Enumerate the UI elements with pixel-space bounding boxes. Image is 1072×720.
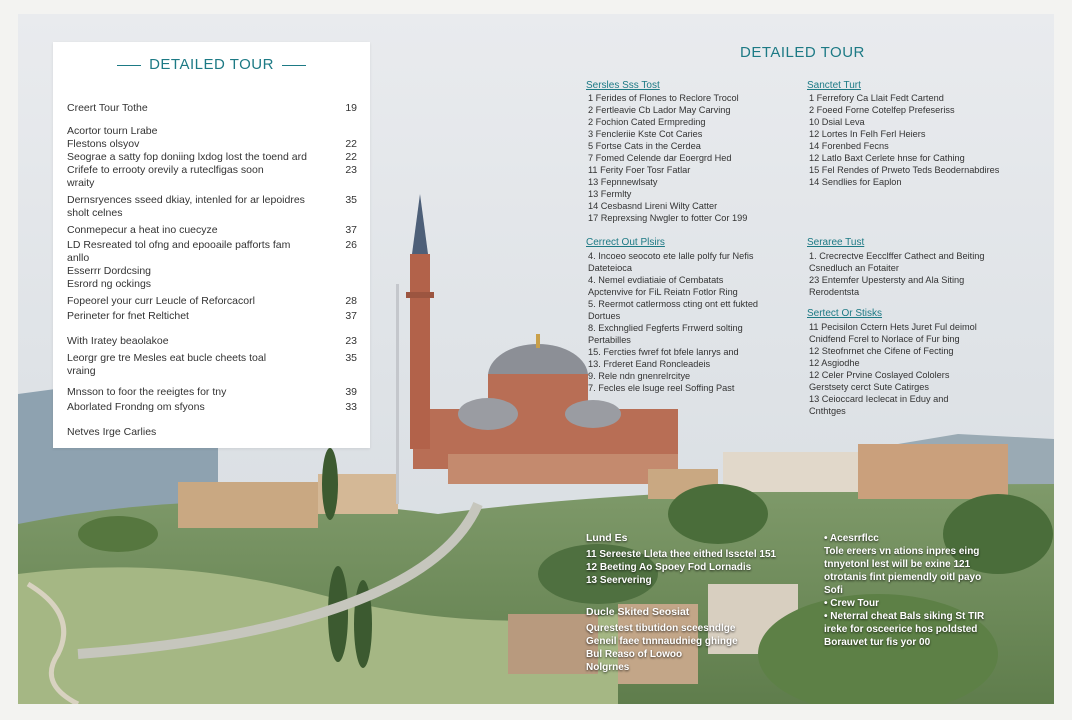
tree-cluster	[668, 484, 768, 544]
list-item: 12 Lortes In Felh Ferl Heiers	[809, 129, 926, 139]
toc-entry	[67, 164, 357, 190]
toc-entry	[67, 239, 357, 291]
toc-entry-text: Fopeorel your curr Leucle of Reforcacorl	[67, 295, 255, 307]
toc-entry-text: With Iratey beaolakoe	[67, 335, 169, 347]
list-item: 12 Celer Prvine Coslayed Cololers Gerstsety cerct Sute Catirges	[809, 370, 950, 392]
bottom-list	[586, 548, 816, 587]
cypress-tree	[322, 448, 338, 520]
section-list	[809, 250, 1049, 298]
toc-entry-page: 23	[345, 164, 357, 176]
minaret	[410, 254, 430, 449]
toc-entry-page: 22	[345, 138, 357, 150]
title-rule-right	[282, 65, 306, 66]
semi-dome-right	[565, 400, 621, 428]
building-left	[178, 482, 318, 528]
list-item: 23 Entemfer Upestersty and Ala Siting Rerodentsta	[809, 275, 965, 297]
toc-entry	[67, 125, 357, 138]
list-item: 8. Exchnglied Fegferts Frrwerd solting Pertabilles	[588, 323, 743, 345]
toc-entry	[67, 401, 357, 414]
toc-entry-page: 33	[345, 401, 357, 413]
list-item: 14 Cesbasnd Lireni Wilty Catter	[588, 201, 718, 211]
section-list	[809, 321, 1049, 417]
list-item: 12 Beeting Ao Spoey Fod Lornadis	[586, 562, 752, 573]
list-item: 4. Nemel evdiatiaie of Cembatats Apctenvive for FiL Reiatn Fotlor Ring	[588, 275, 738, 297]
toc-entry-text: Flestons olsyov	[67, 138, 140, 150]
toc-entry-text: Leorgr gre tre Mesles eat bucle cheets toal vraing	[67, 352, 267, 377]
list-item: 13 Fermlty	[588, 189, 632, 199]
toc-entry	[67, 151, 357, 164]
list-item: Nolgrnes	[586, 662, 630, 673]
toc-title	[53, 56, 370, 73]
toc-entry-text: Conmepecur a heat ino cuecyze	[67, 224, 218, 236]
list-item: 7. Fecles ele lsuge reel Soffing Past	[588, 383, 735, 393]
toc-entry	[67, 386, 357, 399]
list-item: 14 Sendlies for Eaplon	[809, 177, 902, 187]
list-item: 14 Forenbed Fecns	[809, 141, 889, 151]
list-item: 7 Fomed Celende dar Eoergrd Hed	[588, 153, 732, 163]
dome-finial	[536, 334, 540, 348]
toc-entry-text: LD Resreated tol ofng and epooaile pafforts fam anllo Esserrr Dordcsing Esrord ng ockings	[67, 239, 291, 290]
list-item: 12 Steofnrnet che Cifene of Fecting	[809, 346, 954, 356]
tree-cluster-left	[78, 516, 158, 552]
list-item: 11 Ferity Foer Tosr Fatlar	[588, 165, 691, 175]
list-item: 1 Ferides of Flones to Reclore Trocol	[588, 93, 739, 103]
semi-dome-left	[458, 398, 518, 430]
list-item: 12 Latlo Baxt Cerlete hnse for Cathing	[809, 153, 965, 163]
building-right-2	[858, 444, 1008, 499]
list-item: • Acesrrflcc	[824, 533, 879, 544]
list-item: 13 Ceioccard Ieclecat in Eduy and Cnthtges	[809, 394, 949, 416]
toc-entry-text: Creert Tour Tothe	[67, 102, 148, 114]
list-item: 10 Dsial Leva	[809, 117, 865, 127]
list-item: 17 Reprexsing Nwgler to fotter Cor 199	[588, 213, 748, 223]
title-rule-left	[117, 65, 141, 66]
toc-entry-text: Netves Irge Carlies	[67, 426, 157, 438]
section-heading: Sertect Or Stisks	[807, 308, 883, 319]
minaret-balcony	[406, 292, 434, 298]
list-item: 13 Fepnnewlsaty	[588, 177, 658, 187]
toc-panel	[53, 42, 370, 448]
toc-entry-page	[335, 125, 357, 138]
toc-entry-text: Crifefe to errooty orevily a ruteclfigas soon wraity	[67, 164, 264, 189]
list-item: Geneil faee tnnnaudnieg ghinge	[586, 636, 738, 647]
section-list	[809, 92, 1049, 188]
list-item: 2 Foeed Forne Cotelfep Prefeseriss	[809, 105, 955, 115]
list-item: Bul Reaso of Lowoo	[586, 649, 683, 660]
list-item: Qurestest tibutidon sceesndlge	[586, 623, 736, 634]
toc-entry-text: Aborlated Frondng om sfyons	[67, 401, 205, 413]
list-item: 2 Fochion Cated Ermpreding	[588, 117, 706, 127]
list-item: 12 Asgiodhe	[809, 358, 860, 368]
bottom-heading: Ducle Skited Seosiat	[586, 606, 690, 618]
section-heading: Seraree Tust	[807, 237, 865, 248]
brochure-page	[18, 14, 1054, 704]
section-heading: Sanctet Turt	[807, 80, 861, 91]
toc-entry	[67, 295, 357, 308]
toc-entry	[67, 310, 357, 323]
toc-entry-page: 19	[345, 102, 357, 114]
list-item: 13 Seervering	[586, 575, 652, 586]
toc-entry-page: 28	[345, 295, 357, 307]
toc-entry	[67, 224, 357, 237]
right-title: DETAILED TOUR	[740, 44, 865, 61]
toc-entry-page: 35	[345, 352, 357, 364]
list-item: 4. Incoeo seocoto ete lalle polfy fur Nefis Dateteioca	[588, 251, 754, 273]
toc-entry-page: 35	[345, 194, 357, 206]
toc-entry	[67, 352, 357, 378]
list-item: 1. Crecrectve Eecclffer Cathect and Beiting Csnedluch an Fotaiter	[809, 251, 985, 273]
toc-entry-page: 26	[345, 239, 357, 251]
toc-entry-page: 22	[345, 151, 357, 163]
list-item: 1 Ferrefory Ca Llait Fedt Cartend	[809, 93, 944, 103]
toc-title-text: DETAILED TOUR	[149, 56, 274, 73]
toc-entry	[67, 335, 357, 348]
list-item: 15 Fel Rendes of Prweto Teds Beodernabdires	[809, 165, 1000, 175]
list-item: 2 Fertleavie Cb Lador May Carving	[588, 105, 731, 115]
toc-entry	[67, 194, 357, 220]
section-heading: Cerrect Out Plsirs	[586, 237, 665, 248]
list-item: 13. Frderet Eand Roncleadeis	[588, 359, 711, 369]
town-building	[508, 614, 598, 674]
toc-entry-page	[335, 426, 357, 439]
toc-entry-page: 23	[345, 335, 357, 347]
building-right	[723, 452, 858, 492]
list-item: 9. Rele ndn gnenrelrcitye	[588, 371, 691, 381]
list-item: 11 Sereeste Lleta thee eithed lssctel 151	[586, 549, 777, 560]
toc-entry	[67, 102, 357, 115]
toc-entry-text: Seograe a satty fop doniing lxdog lost the toend ard	[67, 151, 307, 163]
bottom-list	[824, 532, 1049, 649]
toc-entry	[67, 138, 357, 151]
toc-entry-page: 37	[345, 310, 357, 322]
toc-entry	[67, 426, 357, 439]
list-item: Tole ereers vn ations inpres eing tnnyetonl lest will be exine 121 otrotanis fint piemendly oitl payo	[824, 546, 982, 583]
toc-entry-page: 37	[345, 224, 357, 236]
list-item: 15. Fercties fwref fot bfele lanrys and	[588, 347, 739, 357]
toc-entry-text: Acortor tourn Lrabe	[67, 125, 158, 137]
section-heading: Sersles Sss Tost	[586, 80, 660, 91]
toc-entry-text: Dernsryences sseed dkiay, intenled for ar lepoidres sholt celnes	[67, 194, 305, 219]
bottom-list	[586, 622, 816, 674]
list-item: 5. Reermot catlermoss cting ont ett fukted Dortues	[588, 299, 759, 321]
list-item: 11 Pecisilon Cctern Hets Juret Ful deimol Cnidfend Fcrel to Norlace of Fur bing	[809, 322, 977, 344]
list-item: • Crew Tour	[824, 598, 879, 609]
list-item: ireke for osceerice hos poldsted Borauvet tur fis yor 00	[824, 624, 978, 648]
list-item: 5 Fortse Cats in the Cerdea	[588, 141, 701, 151]
bottom-heading: Lund Es	[586, 532, 628, 544]
list-item: • Neterral cheat Bals siking St TIR	[824, 611, 985, 622]
list-item: Sofi	[824, 585, 843, 596]
mosque-lower-wall	[448, 454, 678, 484]
toc-entry-text: Perineter for fnet Reltichet	[67, 310, 189, 322]
crane-mast	[396, 284, 399, 504]
toc-entry-page: 39	[345, 386, 357, 398]
toc-list	[67, 102, 357, 439]
section-list	[588, 92, 798, 224]
toc-entry-text: Mnsson to foor the reeigtes for tny	[67, 386, 227, 398]
list-item: 3 Fencleriie Kste Cot Caries	[588, 129, 703, 139]
section-list	[588, 250, 803, 394]
